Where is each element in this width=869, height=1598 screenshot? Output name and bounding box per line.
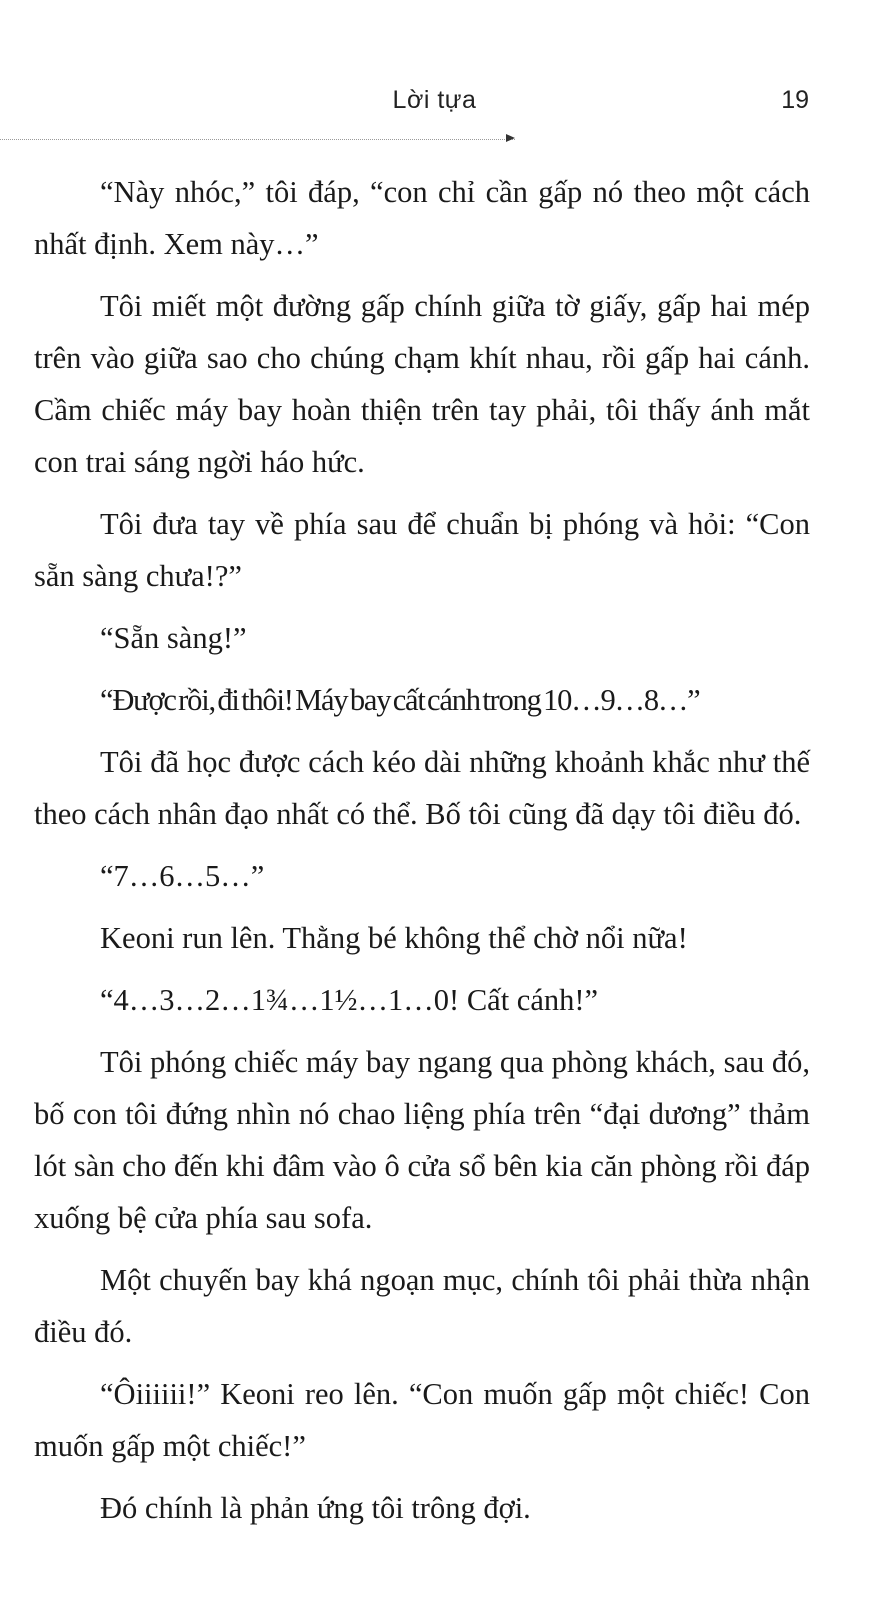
paragraph: “Này nhóc,” tôi đáp, “con chỉ cần gấp nó theo một cách nhất định. Xem này…”	[34, 175, 810, 261]
paragraph: Keoni run lên. Thằng bé không thể chờ nổi nữa!	[100, 921, 688, 955]
paragraph: Một chuyến bay khá ngoạn mục, chính tôi phải thừa nhận điều đó.	[34, 1263, 810, 1349]
paragraph: “4…3…2…1¾…1½…1…0! Cất cánh!”	[100, 983, 599, 1017]
paragraph: Tôi phóng chiếc máy bay ngang qua phòng khách, sau đó, bố con tôi đứng nhìn nó chao liệng phía trên “đại dương” thảm lót sàn cho đến khi đâm vào ô cửa sổ bên kia căn phòng rồi đáp xuống bệ cửa phía sau sofa.	[34, 1045, 810, 1235]
paragraph: Đó chính là phản ứng tôi trông đợi.	[100, 1491, 531, 1525]
paragraph: “Sẵn sàng!”	[100, 621, 247, 655]
page-number: 19	[781, 86, 809, 114]
paragraph: “7…6…5…”	[100, 859, 265, 893]
paragraph: Tôi đã học được cách kéo dài những khoảnh khắc như thế theo cách nhân đạo nhất có thể. Bố tôi cũng đã dạy tôi điều đó.	[34, 745, 810, 831]
header-divider-arrow-icon	[506, 134, 515, 142]
paragraph: Tôi đưa tay về phía sau để chuẩn bị phóng và hỏi: “Con sẵn sàng chưa!?”	[34, 507, 810, 593]
running-title: Lời tựa	[392, 86, 477, 114]
body-text	[34, 166, 810, 1544]
paragraph: “Được rồi, đi thôi! Máy bay cất cánh trong 10…9…8…”	[100, 683, 700, 717]
header-divider	[0, 139, 515, 140]
paragraph: Tôi miết một đường gấp chính giữa tờ giấy, gấp hai mép trên vào giữa sao cho chúng chạm khít nhau, rồi gấp hai cánh. Cầm chiếc máy bay hoàn thiện trên tay phải, tôi thấy ánh mắt con trai sáng ngời háo hức.	[34, 289, 810, 479]
paragraph: “Ôiiiiii!” Keoni reo lên. “Con muốn gấp một chiếc! Con muốn gấp một chiếc!”	[34, 1377, 810, 1463]
